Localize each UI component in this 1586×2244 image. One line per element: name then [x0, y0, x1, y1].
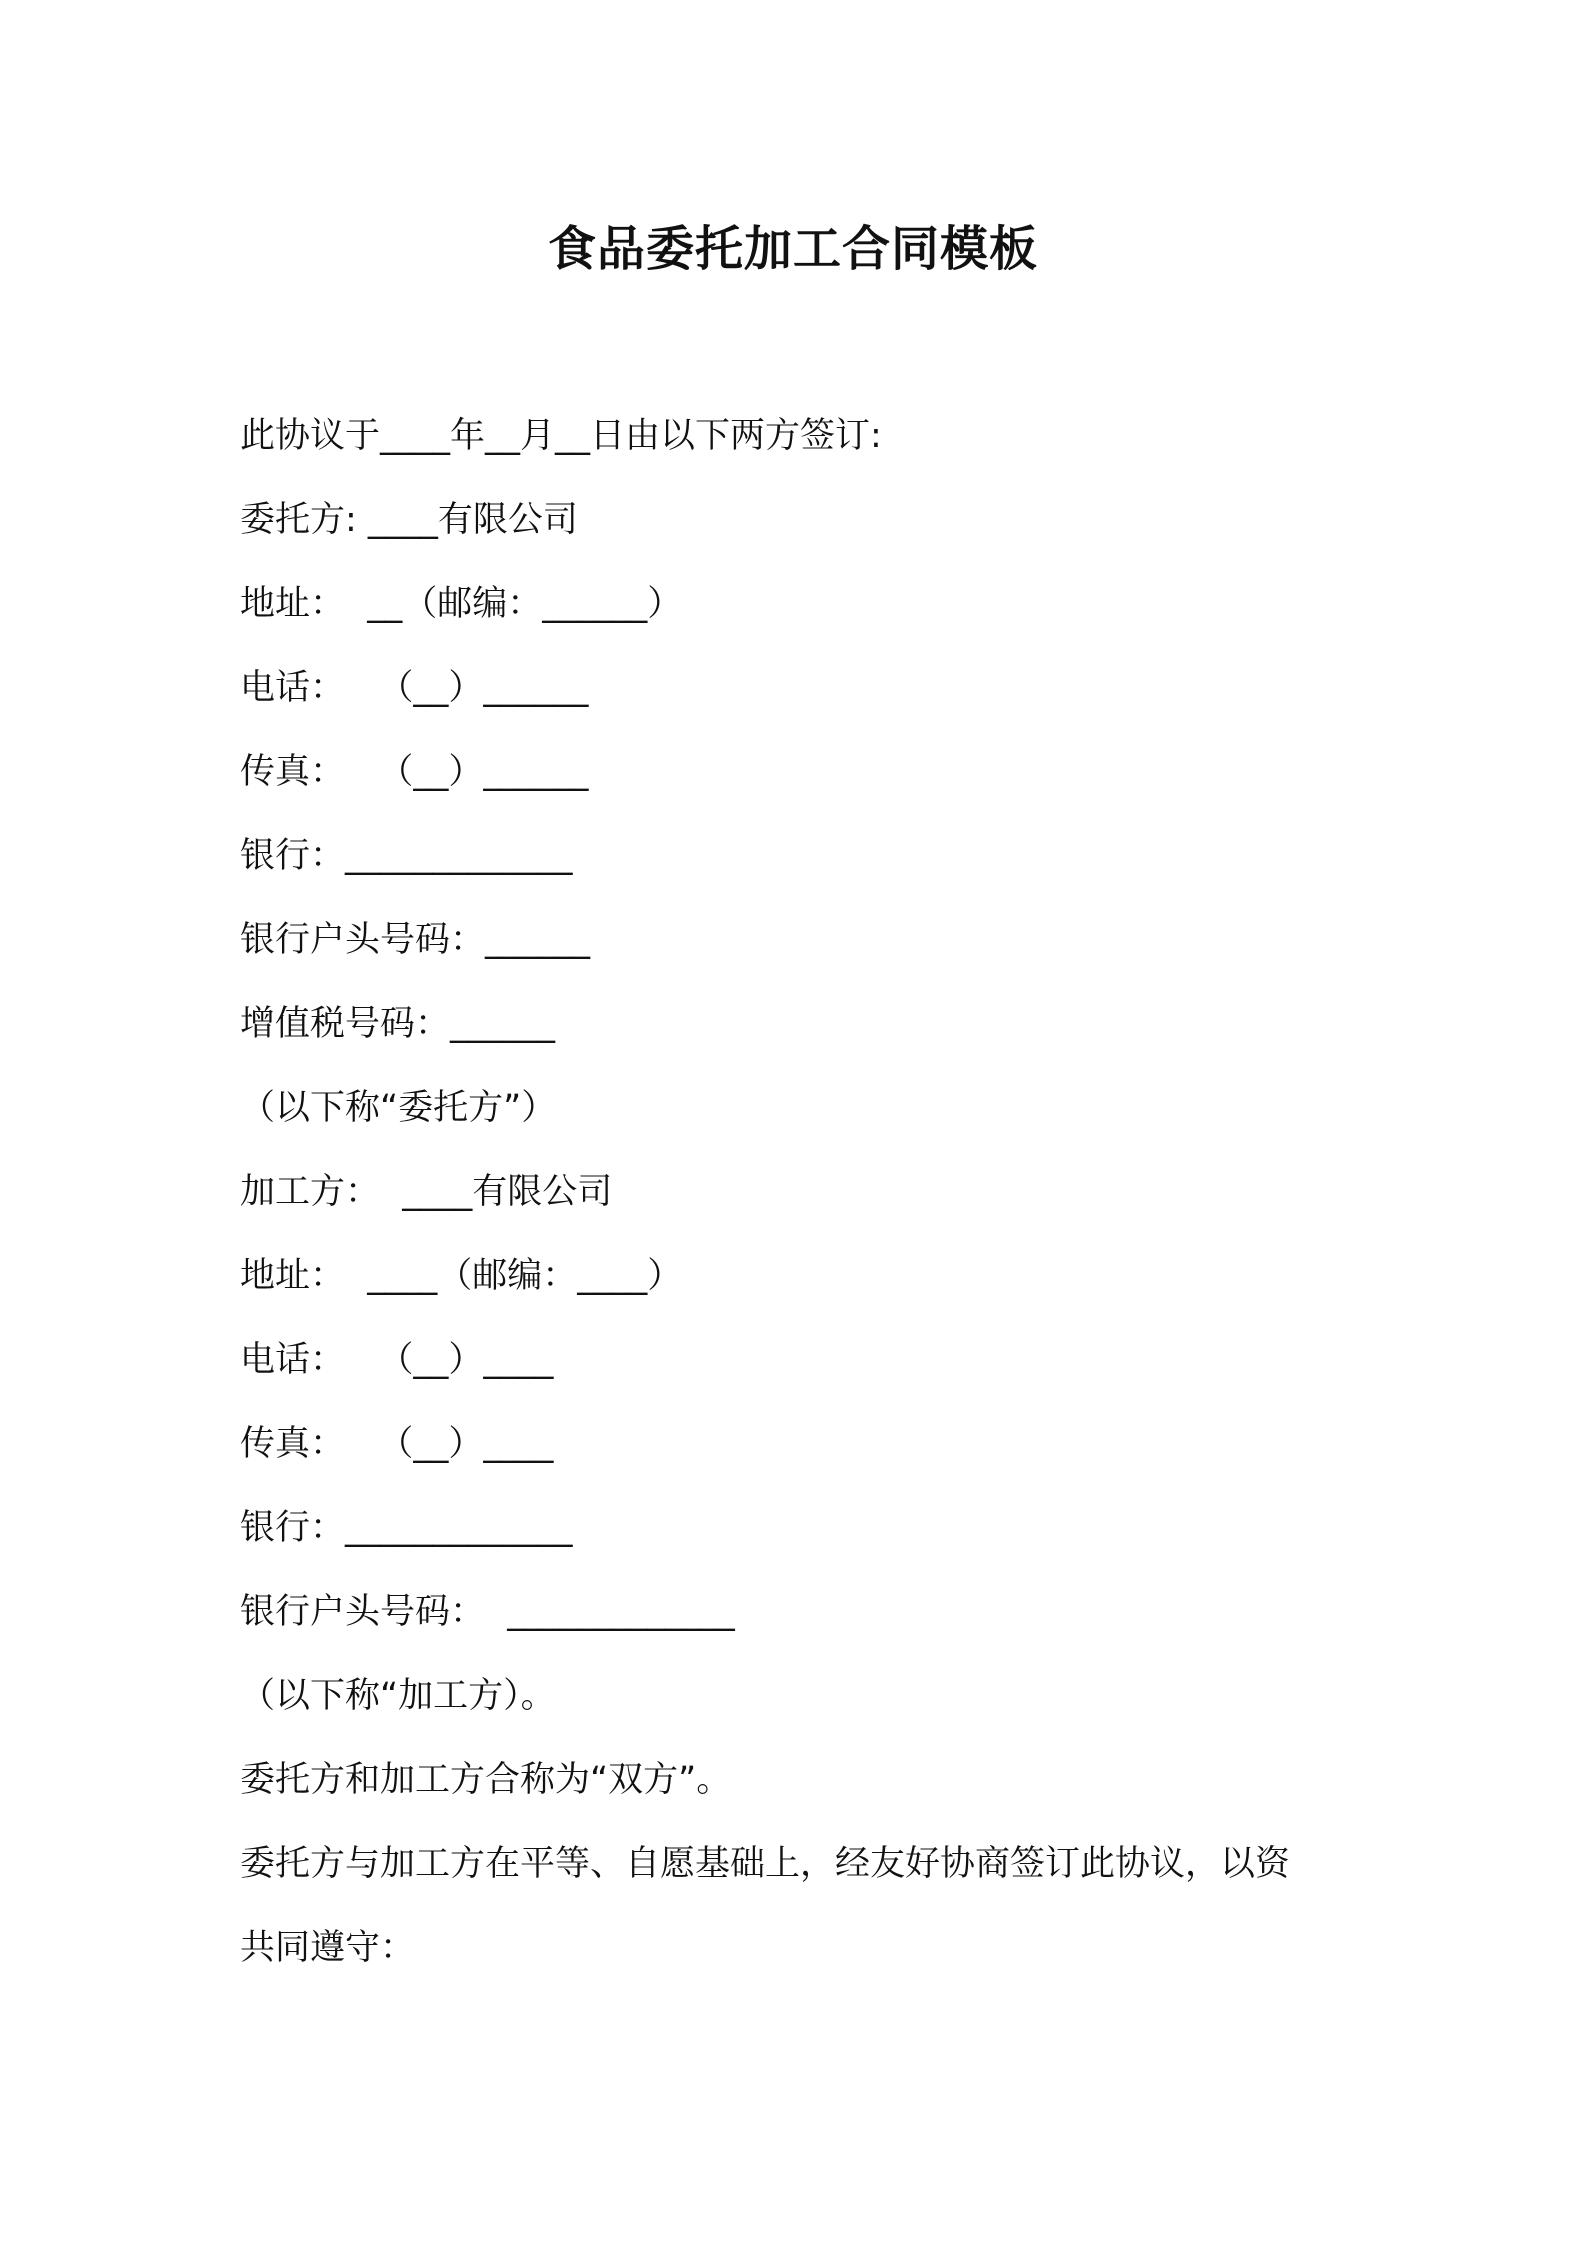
- text-line-processor-name: 加工方： ____有限公司: [240, 1172, 613, 1212]
- document-title: 食品委托加工合同模板: [547, 221, 1038, 277]
- text-line-processor-bank: 银行：_____________: [240, 1508, 573, 1548]
- text-line-client-address: 地址： __（邮编：______）: [240, 584, 683, 624]
- text-line-preamble-end: 共同遵守：: [240, 1928, 416, 1968]
- document-body: [240, 404, 1390, 2000]
- text-line-agreement-date: 此协议于____年__月__日由以下两方签订:: [240, 416, 882, 456]
- text-line-client-phone: 电话： （__）______: [240, 668, 589, 708]
- text-line-processor-address: 地址： ____（邮编：____）: [240, 1256, 683, 1296]
- text-line-processor-phone: 电话： （__）____: [240, 1340, 554, 1380]
- text-line-client-alias: （以下称“委托方”）: [240, 1088, 557, 1128]
- text-line-processor-fax: 传真： （__）____: [240, 1424, 554, 1464]
- text-line-client-name: 委托方: ____有限公司: [240, 500, 578, 540]
- text-line-processor-account: 银行户头号码： _____________: [240, 1592, 735, 1632]
- text-line-client-vat: 增值税号码：______: [240, 1004, 556, 1044]
- text-line-parties: 委托方和加工方合称为“双方”。: [240, 1760, 732, 1800]
- text-line-client-fax: 传真： （__）______: [240, 752, 589, 792]
- text-line-client-bank: 银行：_____________: [240, 836, 573, 876]
- text-line-processor-alias: （以下称“加工方）。: [240, 1676, 556, 1716]
- text-line-client-account: 银行户头号码：______: [240, 920, 591, 960]
- text-line-preamble: 委托方与加工方在平等、自愿基础上，经友好协商签订此协议，以资: [240, 1844, 1291, 1884]
